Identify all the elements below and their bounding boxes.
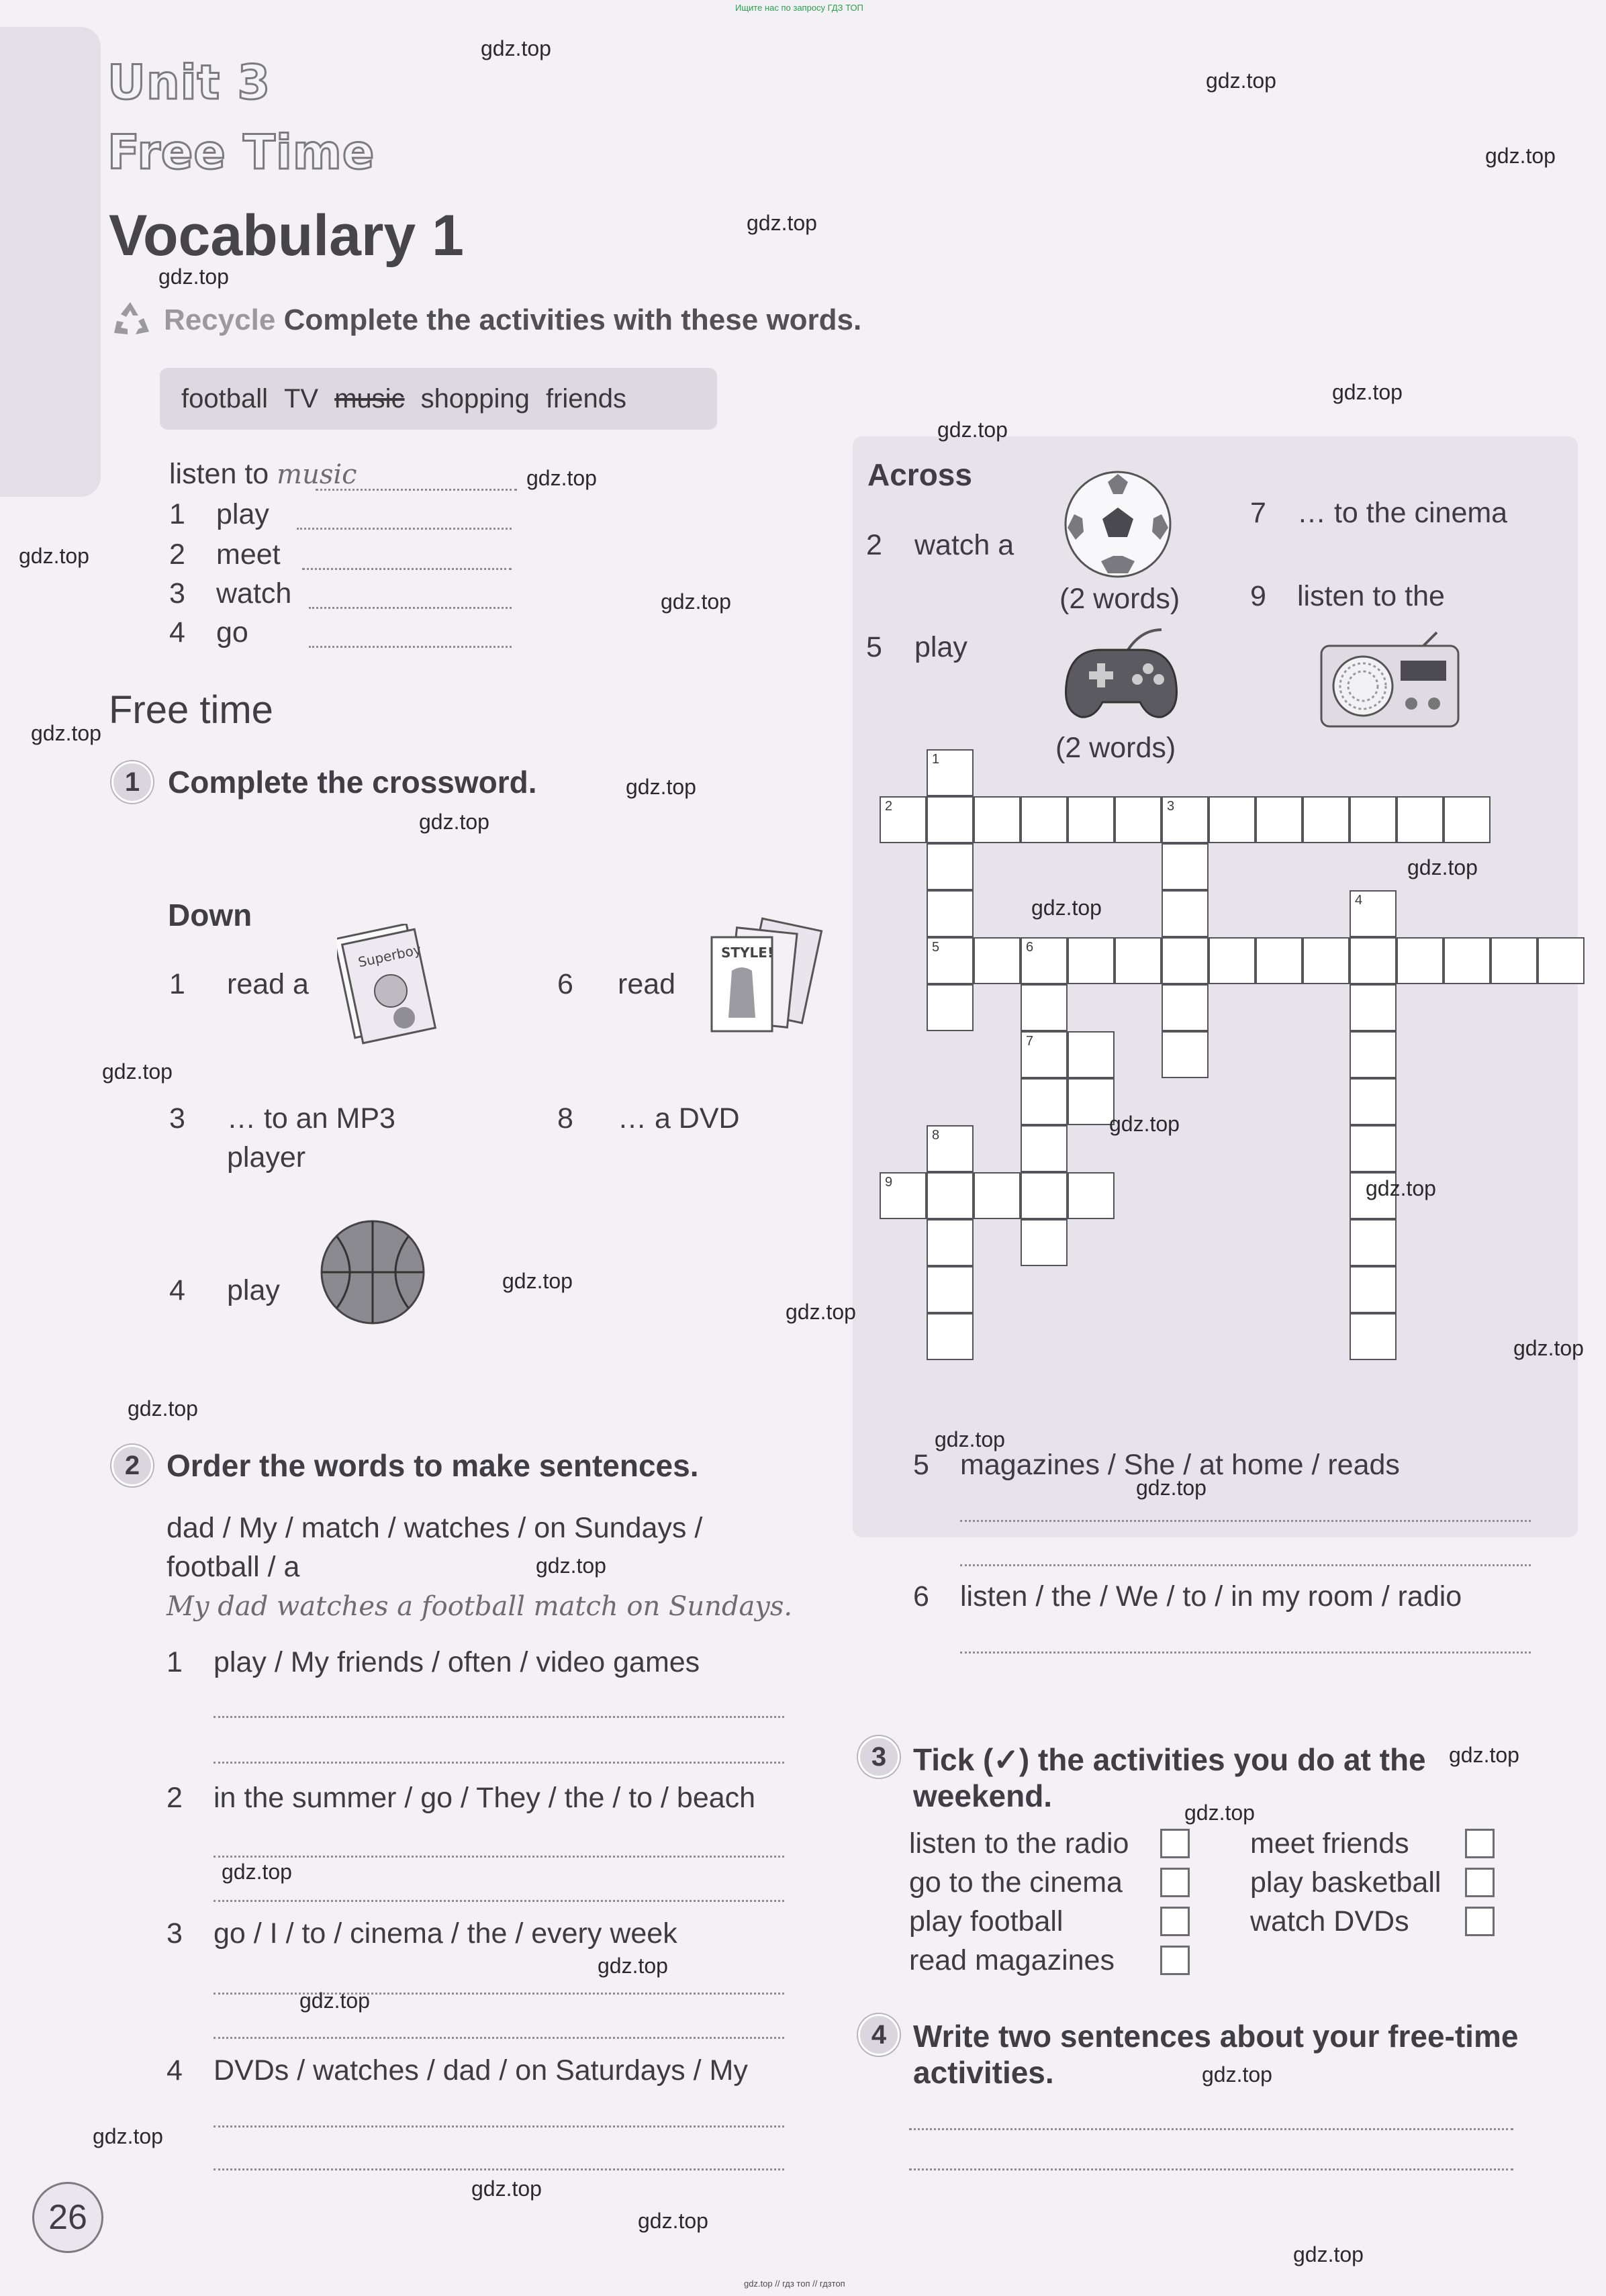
cell-number: 6 <box>1026 940 1034 955</box>
recycle-item-num: 3 <box>169 577 185 610</box>
tick-box[interactable] <box>1160 1946 1190 1975</box>
example-words-line-1: dad / My / match / watches / on Sundays / <box>167 1512 703 1544</box>
exercise-number: 1 <box>111 761 153 803</box>
activity-label: listen to the radio <box>909 1827 1129 1860</box>
exercise-title: Tick (✓) the activities you do at the <box>913 1742 1426 1777</box>
crossword-cell[interactable] <box>1350 1031 1397 1078</box>
clue-number: 9 <box>1250 580 1266 612</box>
item-number: 1 <box>167 1646 183 1678</box>
cell-number: 9 <box>885 1175 893 1190</box>
down-clue-8: … a DVD <box>618 1102 740 1135</box>
crossword-cell[interactable] <box>927 796 974 843</box>
svg-text:Superboy: Superboy <box>357 941 423 971</box>
crossword-cell[interactable] <box>1021 984 1068 1031</box>
across-clue-7: … to the cinema <box>1297 497 1508 529</box>
watermark: gdz.top <box>481 36 551 60</box>
activity-label: read magazines <box>909 1944 1115 1976</box>
answer-line[interactable] <box>214 2037 784 2039</box>
footer-note: gdz.top // гдз топ // гдзтоп <box>744 2279 845 2289</box>
recycle-item-text: go <box>216 616 248 649</box>
activity-label: play football <box>909 1905 1064 1938</box>
crossword-cell[interactable] <box>927 1313 974 1360</box>
watermark: gdz.top <box>1485 144 1556 168</box>
cell-number: 8 <box>932 1128 940 1143</box>
crossword-cell[interactable] <box>1350 796 1397 843</box>
crossword-cell[interactable] <box>1397 937 1444 984</box>
crossword-cell[interactable] <box>1021 1031 1068 1078</box>
tick-box[interactable] <box>1465 1868 1495 1897</box>
tick-box[interactable] <box>1160 1868 1190 1897</box>
crossword-cell[interactable] <box>1209 796 1256 843</box>
crossword-cell[interactable] <box>1303 937 1350 984</box>
page-number: 26 <box>32 2182 103 2253</box>
crossword-cell[interactable] <box>927 890 974 937</box>
crossword-cell[interactable] <box>927 1125 974 1172</box>
across-clue-2: watch a <box>914 529 1014 561</box>
crossword-cell[interactable] <box>1115 937 1162 984</box>
recycle-item-text: meet <box>216 538 281 571</box>
item-number: 3 <box>167 1917 183 1950</box>
recycle-item-num: 2 <box>169 538 185 571</box>
answer-line[interactable] <box>214 2125 784 2127</box>
exercise-number: 4 <box>858 2014 900 2056</box>
crossword-cell[interactable] <box>1350 1266 1397 1313</box>
item-words: magazines / She / at home / reads <box>960 1449 1400 1481</box>
crossword-cell[interactable] <box>1162 937 1209 984</box>
item-words: play / My friends / often / video games <box>214 1646 700 1678</box>
across-clue-5-note: (2 words) <box>1055 732 1176 764</box>
clue-number: 1 <box>169 968 185 1000</box>
item-words: DVDs / watches / dad / on Saturdays / My <box>214 2054 748 2087</box>
crossword-cell[interactable] <box>927 1172 974 1219</box>
exercise-number: 2 <box>111 1445 153 1486</box>
crossword-cell[interactable] <box>1350 937 1397 984</box>
crossword-cell[interactable] <box>974 937 1021 984</box>
watermark: gdz.top <box>419 810 489 834</box>
example-words-line-2: football / a <box>167 1551 300 1583</box>
clue-number: 4 <box>169 1274 185 1306</box>
unit-number: Unit 3 <box>107 55 271 110</box>
crossword-cell[interactable] <box>1068 1172 1115 1219</box>
watermark: gdz.top <box>299 1989 370 2013</box>
crossword-cell[interactable] <box>1021 1172 1068 1219</box>
exercise-title-cont: activities. <box>913 2055 1054 2090</box>
recycle-item-num: 4 <box>169 616 185 649</box>
watermark: gdz.top <box>747 211 817 235</box>
crossword-cell[interactable] <box>1021 937 1068 984</box>
crossword-cell[interactable] <box>1350 1125 1397 1172</box>
answer-line[interactable] <box>960 1652 1531 1654</box>
clue-number: 7 <box>1250 497 1266 529</box>
crossword-cell[interactable] <box>927 937 974 984</box>
crossword-cell[interactable] <box>974 796 1021 843</box>
watermark: gdz.top <box>1366 1176 1436 1200</box>
watermark: gdz.top <box>1202 2062 1272 2087</box>
watermark: gdz.top <box>31 721 101 745</box>
exercise-title-cont: weekend. <box>913 1778 1053 1813</box>
watermark: gdz.top <box>1513 1336 1584 1360</box>
watermark: gdz.top <box>1449 1743 1519 1767</box>
watermark: gdz.top <box>128 1396 198 1421</box>
section-heading: Free time <box>109 688 273 732</box>
word-friends: friends <box>545 383 626 414</box>
unit-name: Free Time <box>107 125 375 180</box>
crossword-cell[interactable] <box>1162 843 1209 890</box>
exercise-title: Write two sentences about your free-time <box>913 2019 1519 2054</box>
watermark: gdz.top <box>158 265 229 289</box>
watermark: gdz.top <box>1206 68 1276 93</box>
item-number: 2 <box>167 1782 183 1814</box>
crossword-cell[interactable] <box>1162 1031 1209 1078</box>
watermark: gdz.top <box>626 775 696 799</box>
crossword-cell[interactable] <box>1444 796 1491 843</box>
answer-line[interactable] <box>214 1716 784 1718</box>
crossword-cell[interactable] <box>1209 937 1256 984</box>
watermark: gdz.top <box>102 1059 173 1084</box>
recycle-example-answer: music <box>277 459 357 490</box>
crossword-cell[interactable] <box>1350 1219 1397 1266</box>
example-answer: My dad watches a football match on Sundays. <box>167 1591 793 1622</box>
crossword-cell[interactable] <box>1491 937 1538 984</box>
tick-box[interactable] <box>1160 1829 1190 1858</box>
crossword-cell[interactable] <box>1350 1313 1397 1360</box>
item-words: go / I / to / cinema / the / every week <box>214 1917 677 1950</box>
watermark: gdz.top <box>1407 855 1478 879</box>
exercise-title: Complete the crossword. <box>168 765 537 800</box>
activity-label: watch DVDs <box>1250 1905 1409 1938</box>
answer-line[interactable] <box>909 2128 1513 2130</box>
crossword-cell[interactable] <box>1162 796 1209 843</box>
across-clue-2-note: (2 words) <box>1059 583 1180 615</box>
crossword-cell[interactable] <box>1350 890 1397 937</box>
activity-label: go to the cinema <box>909 1866 1123 1899</box>
tick-box[interactable] <box>1465 1907 1495 1936</box>
watermark: gdz.top <box>1136 1476 1207 1500</box>
crossword-cell[interactable] <box>1068 796 1115 843</box>
recycle-label: Recycle <box>164 303 276 336</box>
page-title: Vocabulary 1 <box>109 203 464 268</box>
recycle-item-text: play <box>216 498 269 530</box>
crossword-cell[interactable] <box>1444 937 1491 984</box>
clue-number: 6 <box>557 968 573 1000</box>
recycle-item-text: watch <box>216 577 292 610</box>
crossword-cell[interactable] <box>880 1172 927 1219</box>
crossword-cell[interactable] <box>927 1266 974 1313</box>
clue-number: 8 <box>557 1102 573 1135</box>
down-clue-4: play <box>227 1274 280 1306</box>
answer-line[interactable] <box>214 1762 784 1764</box>
crossword-cell[interactable] <box>1538 937 1585 984</box>
answer-line[interactable] <box>960 1564 1531 1566</box>
exercise-title: Order the words to make sentences. <box>167 1448 699 1483</box>
recycle-example-prefix: listen to <box>169 458 269 490</box>
crossword-cell[interactable] <box>1162 984 1209 1031</box>
item-number: 4 <box>167 2054 183 2087</box>
cell-number: 7 <box>1026 1034 1034 1049</box>
crossword-cell[interactable] <box>1021 1125 1068 1172</box>
down-heading: Down <box>168 898 252 932</box>
crossword-cell[interactable] <box>1068 937 1115 984</box>
crossword-cell[interactable] <box>1350 984 1397 1031</box>
watermark: gdz.top <box>598 1954 668 1978</box>
activity-label: play basketball <box>1250 1866 1442 1899</box>
crossword-cell[interactable] <box>1068 1031 1115 1078</box>
recycle-text: Complete the activities with these words. <box>283 303 862 336</box>
crossword-cell[interactable] <box>1021 1078 1068 1125</box>
cell-number: 5 <box>932 940 940 955</box>
watermark: gdz.top <box>93 2124 163 2148</box>
watermark: gdz.top <box>526 466 597 490</box>
down-clue-3-cont: player <box>227 1141 306 1174</box>
crossword-cell[interactable] <box>1068 1078 1115 1125</box>
crossword-cell[interactable] <box>880 796 927 843</box>
crossword-cell[interactable] <box>1350 1078 1397 1125</box>
cell-number: 4 <box>1355 893 1363 908</box>
word-shopping: shopping <box>420 383 530 414</box>
watermark: gdz.top <box>661 589 731 614</box>
answer-line[interactable] <box>909 2168 1513 2170</box>
down-clue-6: read <box>618 968 676 1000</box>
item-words: listen / the / We / to / in my room / radio <box>960 1580 1462 1613</box>
crossword-cell[interactable] <box>1303 796 1350 843</box>
crossword-cell[interactable] <box>1115 796 1162 843</box>
item-words: in the summer / go / They / the / to / beach <box>214 1782 756 1814</box>
watermark: gdz.top <box>935 1427 1005 1451</box>
watermark: gdz.top <box>1293 2242 1364 2266</box>
watermark: gdz.top <box>638 2209 708 2233</box>
watermark: gdz.top <box>502 1269 573 1293</box>
watermark: gdz.top <box>471 2177 542 2201</box>
answer-line[interactable] <box>214 1856 784 1858</box>
word-football: football <box>181 383 268 414</box>
watermark: gdz.top <box>1184 1801 1255 1825</box>
down-clue-3: … to an MP3 <box>227 1102 395 1135</box>
cell-number: 2 <box>885 799 893 814</box>
answer-line[interactable] <box>214 1900 784 1902</box>
across-heading: Across <box>867 457 972 492</box>
down-clue-1: read a <box>227 968 309 1000</box>
watermark: gdz.top <box>222 1860 292 1884</box>
answer-line[interactable] <box>960 1520 1531 1522</box>
tick-box[interactable] <box>1160 1907 1190 1936</box>
crossword-cell[interactable] <box>927 984 974 1031</box>
clue-number: 3 <box>169 1102 185 1135</box>
cell-number: 3 <box>1167 799 1175 814</box>
item-number: 5 <box>913 1449 929 1481</box>
clue-number: 2 <box>866 529 882 561</box>
watermark: gdz.top <box>1109 1112 1180 1136</box>
crossword-cell[interactable] <box>927 843 974 890</box>
crossword-cell[interactable] <box>1256 937 1303 984</box>
cell-number: 1 <box>932 752 940 767</box>
crossword-cell[interactable] <box>974 1172 1021 1219</box>
crossword-cell[interactable] <box>1256 796 1303 843</box>
word-music: music <box>334 383 405 414</box>
clue-number: 5 <box>866 631 882 663</box>
recycle-item-num: 1 <box>169 498 185 530</box>
crossword-cell[interactable] <box>1021 1219 1068 1266</box>
tick-box[interactable] <box>1465 1829 1495 1858</box>
activity-label: meet friends <box>1250 1827 1409 1860</box>
answer-line[interactable] <box>214 2168 784 2170</box>
watermark: gdz.top <box>1031 896 1102 920</box>
crossword-cell[interactable] <box>1021 796 1068 843</box>
crossword-cell[interactable] <box>927 749 974 796</box>
crossword-cell[interactable] <box>927 1219 974 1266</box>
svg-text:STYLE!: STYLE! <box>721 945 774 961</box>
watermark: gdz.top <box>937 418 1008 442</box>
across-clue-9: listen to the <box>1297 580 1445 612</box>
crossword-cell[interactable] <box>1397 796 1444 843</box>
watermark: gdz.top <box>19 544 89 568</box>
watermark: gdz.top <box>1332 380 1403 404</box>
across-clue-5: play <box>914 631 967 663</box>
header-note: Ищите нас по запросу ГДЗ ТОП <box>735 3 863 13</box>
exercise-number: 3 <box>858 1736 900 1778</box>
word-tv: TV <box>283 383 319 414</box>
watermark: gdz.top <box>786 1300 856 1324</box>
item-number: 6 <box>913 1580 929 1613</box>
watermark: gdz.top <box>536 1553 606 1578</box>
crossword-cell[interactable] <box>1162 890 1209 937</box>
